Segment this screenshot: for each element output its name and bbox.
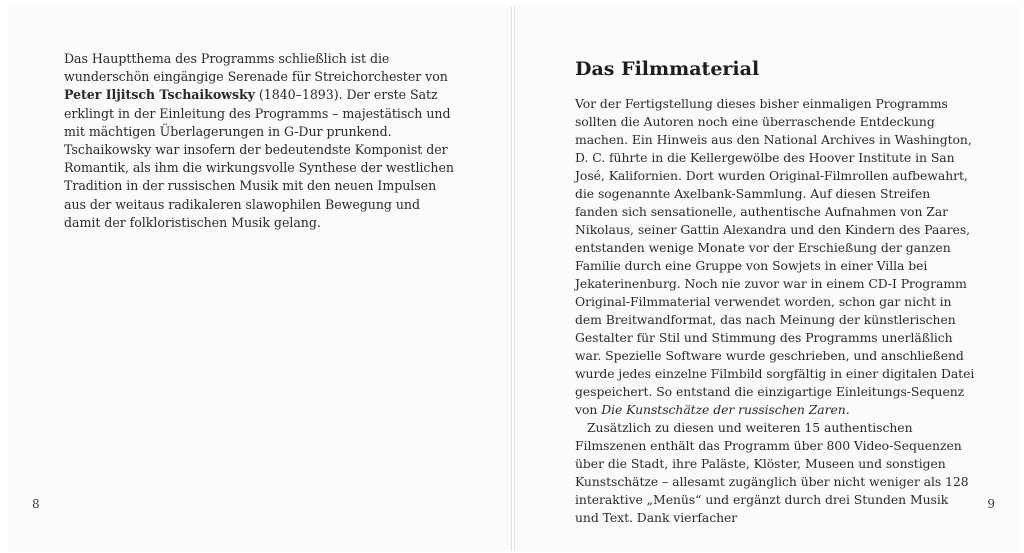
paragraph-end: . (845, 402, 850, 417)
left-page-body (64, 50, 454, 232)
paragraph-text: Das Hauptthema des Programms schließlich ist die wunderschön eingängige Serenade für Streichorchester von (64, 51, 448, 85)
page-number-right: 9 (987, 497, 995, 511)
film-paragraph-1 (575, 95, 975, 419)
film-paragraph-2: Zusätzlich zu diesen und weiteren 15 authentischen Filmszenen enthält das Programm über 800 Video-Sequenzen über die Stadt, ihre Paläste, Klöster, Museen und sonstigen Kunstschätze – allesamt zugänglich über nicht weniger als 128 interaktive „Menüs“ und ergänzt durch drei Stunden Musik und Text. Dank vierfacher (575, 420, 969, 525)
paragraph-text: Vor der Fertigstellung dieses bisher einmaligen Programms sollten die Autoren noch eine überraschende Entdeckung machen. Ein Hinweis aus den National Archives in Washington, D. C. führte in die Kellergewölbe des Hoover Institute in San José, Kalifornien. Dort wurden Original-Filmrollen aufbewahrt, die sogenannte Axelbank-Sammlung. Auf diesen Streifen fanden sich sensationelle, authentische Aufnahmen von Zar Nikolaus, seiner Gattin Alexandra und den Kindern des Paares, entstanden wenige Monate vor der Erschießung der ganzen Familie durch eine Gruppe von Sowjets in einer Villa bei Jekaterinenburg. Noch nie zuvor war in einem CD-I Programm Original-Filmmaterial verwendet worden, schon gar nicht in dem Breitwandformat, das nach Meinung der künstlerischen Gestalter für Stil und Stimmung des Programms unerläßlich war. Spezielle Software wurde geschrieben, und anschließend wurde jedes einzelne Filmbild sorgfältig in einer digitalen Datei gespeichert. So entstand die einzigartige Einleitungs-Sequenz von (575, 96, 975, 417)
paragraph-text-continued: (1840–1893). Der erste Satz erklingt in der Einleitung des Programms – majestätisch und mit mächtigen Überlagerungen in G-Dur prunkend. Tschaikowsky war insofern der bedeutendste Komponist der Romantik, als ihm die wirkungsvolle Synthese der westlichen Tradition in der russischen Musik mit den neuen Impulsen aus der weitaus radikaleren slawophilen Bewegung und damit der folkloristischen Musik gelang. (64, 87, 454, 230)
composer-paragraph (64, 50, 454, 232)
section-heading: Das Filmmaterial (575, 58, 760, 80)
composer-name: Peter Iljitsch Tschaikowsky (64, 87, 255, 103)
right-page-body (575, 95, 975, 527)
right-page (514, 6, 1021, 551)
left-page (8, 6, 512, 551)
program-title: Die Kunstschätze der russischen Zaren (601, 402, 846, 417)
page-number-left: 8 (32, 497, 40, 511)
